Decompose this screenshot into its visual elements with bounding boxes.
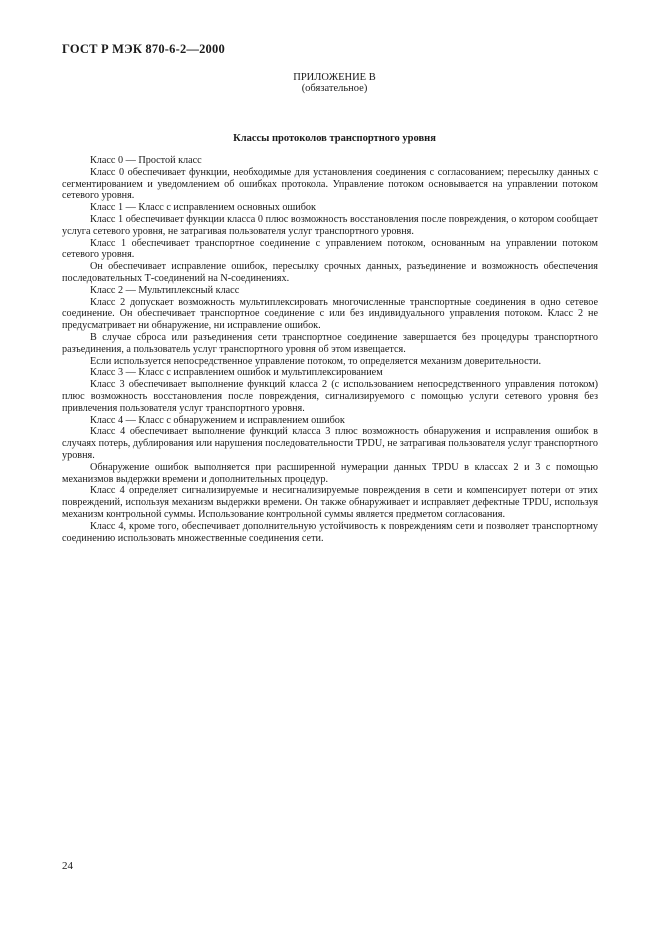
section-title: Классы протоколов транспортного уровня <box>233 133 436 144</box>
paragraph: Класс 1 обеспечивает функции класса 0 плюс возможность восстановления после повреждения, о котором сообщает услуга сетевого уровня, не затрагивая пользователя услуг транспортного уровня. <box>62 213 598 237</box>
annex-title: ПРИЛОЖЕНИЕ В <box>293 72 376 83</box>
paragraph: Класс 0 обеспечивает функции, необходимые для установления соединения с согласованием; пересылку данных с сегментированием и уведомлением об ошибках протокола. Управление потоком основывается на управлении потоком сетевого уровня. <box>62 166 598 202</box>
paragraph: Класс 3 — Класс с исправлением ошибок и мультиплексированием <box>90 367 383 379</box>
paragraph: Класс 4, кроме того, обеспечивает дополнительную устойчивость к повреждениям сети и позволяет транспортному соединению использовать множественные соединения сети. <box>62 520 598 544</box>
annex-heading <box>0 72 661 94</box>
paragraph: Класс 2 — Мультиплексный класс <box>90 284 240 296</box>
annex-status: (обязательное) <box>301 83 368 94</box>
paragraph: Обнаружение ошибок выполняется при расширенной нумерации данных TPDU в классах 2 и 3 с помощью механизмов выдержки времени и дополнительных процедур. <box>62 461 598 485</box>
paragraph: Класс 1 обеспечивает транспортное соединение с управлением потоком, основанным на управлении потоком сетевого уровня. <box>62 237 598 261</box>
document-header: ГОСТ Р МЭК 870-6-2—2000 <box>62 42 225 56</box>
paragraph: Класс 0 — Простой класс <box>90 155 202 166</box>
body-text <box>62 155 598 544</box>
paragraph: Он обеспечивает исправление ошибок, пересылку срочных данных, разъединение и возможность обеспечения последовательных Т-соединений на N-соединениях. <box>62 261 598 284</box>
paragraph: Класс 3 обеспечивает выполнение функций класса 2 (с использованием непосредственного управления потоком) плюс возможность восстановления после повреждения, сигнализируемого с помощью услуги сетевого уровня без привлечения пользователя услуг транспортного уровня. <box>62 379 598 414</box>
paragraph: Класс 4 — Класс с обнаружением и исправлением ошибок <box>90 414 345 426</box>
paragraph: Класс 2 допускает возможность мультиплексировать многочисленные транспортные соединения в одно сетевое соединение. Он обеспечивает транспортное соединение с или без индивидуального управления потоком. Класс 2 не предусматривает ни обнаружение, ни исправление ошибок. <box>62 296 598 332</box>
paragraph: Класс 4 определяет сигнализируемые и несигнализируемые повреждения в сети и компенсирует потери от этих повреждений, используя механизм выдержки времени. Он также обнаруживает и исправляет дефектные TPDU, используя механизм контрольной суммы. Использование контрольной суммы является предметом согласования. <box>62 485 598 520</box>
paragraph: Класс 1 — Класс с исправлением основных ошибок <box>90 202 316 214</box>
paragraph: В случае сброса или разъединения сети транспортное соединение завершается без процедуры транспортного разъединения, а пользователь услуг транспортного уровня об этом извещается. <box>62 331 598 355</box>
paragraph: Класс 4 обеспечивает выполнение функций класса 3 плюс возможность обнаружения и исправления ошибок в случаях потерь, дублирования или нарушения последовательности TPDU, не затрагивая пользователя услуг транспортного уровня. <box>62 426 598 461</box>
paragraph: Если используется непосредственное управление потоком, то определяется механизм доверительности. <box>90 355 542 367</box>
page-number: 24 <box>62 860 73 872</box>
